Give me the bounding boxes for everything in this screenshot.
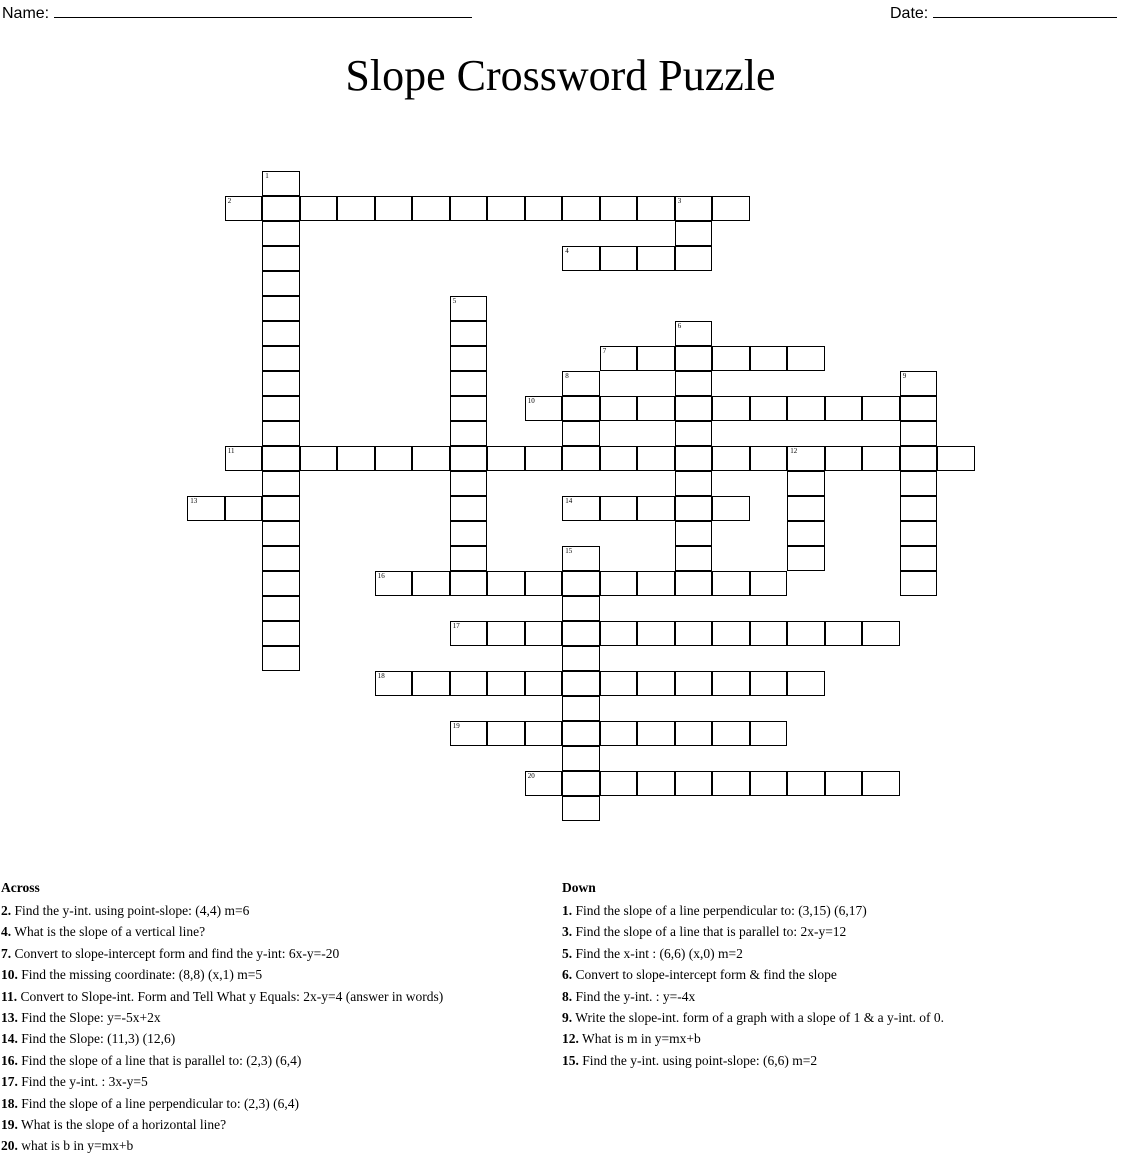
crossword-cell[interactable] <box>375 196 413 221</box>
crossword-cell[interactable] <box>825 771 863 796</box>
crossword-cell[interactable] <box>600 771 638 796</box>
crossword-cell[interactable] <box>787 346 825 371</box>
crossword-cell[interactable] <box>412 671 450 696</box>
crossword-cell[interactable] <box>600 446 638 471</box>
crossword-cell[interactable] <box>900 446 938 471</box>
crossword-cell[interactable] <box>562 746 600 771</box>
clue-text: Convert to slope-intercept form & find the slope <box>572 967 837 983</box>
crossword-cell[interactable] <box>712 196 750 221</box>
crossword-cell[interactable] <box>787 621 825 646</box>
across-clue <box>1 1028 551 1049</box>
crossword-cell[interactable] <box>675 446 713 471</box>
crossword-cell[interactable] <box>675 396 713 421</box>
clue-number: 14 <box>565 496 573 505</box>
crossword-cell[interactable] <box>262 296 300 321</box>
crossword-cell[interactable] <box>637 621 675 646</box>
clue-num: 18. <box>1 1095 18 1111</box>
crossword-cell[interactable] <box>450 421 488 446</box>
clue-number: 12 <box>790 446 798 455</box>
across-clue <box>1 1093 551 1114</box>
clue-num: 1. <box>562 903 573 918</box>
clue-num: 3. <box>562 924 573 940</box>
crossword-cell[interactable] <box>675 496 713 521</box>
crossword-cell[interactable] <box>262 546 300 571</box>
crossword-cell[interactable] <box>600 246 638 271</box>
across-clue <box>1 921 551 942</box>
crossword-cell[interactable] <box>262 596 300 621</box>
across-clues <box>1 879 551 1157</box>
crossword-cell[interactable] <box>450 521 488 546</box>
crossword-cell[interactable] <box>450 321 488 346</box>
crossword-cell[interactable] <box>562 571 600 596</box>
crossword-cell[interactable] <box>450 396 488 421</box>
crossword-cell[interactable] <box>787 671 825 696</box>
crossword-cell[interactable] <box>487 571 525 596</box>
crossword-cell[interactable] <box>375 446 413 471</box>
clue-text: Find the x-int : (6,6) (x,0) m=2 <box>572 945 743 961</box>
clue-num: 16. <box>1 1052 18 1068</box>
crossword-cell[interactable] <box>262 196 300 221</box>
crossword-cell[interactable] <box>675 771 713 796</box>
crossword-cell[interactable] <box>225 196 263 221</box>
crossword-cell[interactable] <box>487 196 525 221</box>
crossword-cell[interactable] <box>862 771 900 796</box>
crossword-cell[interactable] <box>487 621 525 646</box>
crossword-cell[interactable] <box>412 446 450 471</box>
crossword-cell[interactable] <box>262 621 300 646</box>
clue-text: Find the Slope: y=-5x+2x <box>17 1010 161 1026</box>
crossword-cell[interactable] <box>450 671 488 696</box>
crossword-cell[interactable] <box>487 721 525 746</box>
across-clue <box>1 1007 551 1028</box>
clue-number: 1 <box>265 171 269 180</box>
clue-text: What is the slope of a horizontal line? <box>17 1117 227 1133</box>
clue-number: 7 <box>602 346 607 355</box>
crossword-cell[interactable] <box>450 446 488 471</box>
crossword-cell[interactable] <box>862 446 900 471</box>
crossword-cell[interactable] <box>412 196 450 221</box>
crossword-cell[interactable] <box>862 396 900 421</box>
down-clue <box>562 1007 1117 1028</box>
crossword-cell[interactable] <box>637 396 675 421</box>
crossword-cell[interactable] <box>637 771 675 796</box>
clue-num: 10. <box>1 967 18 983</box>
crossword-cell[interactable] <box>450 346 488 371</box>
crossword-cell[interactable] <box>562 596 600 621</box>
crossword-cell[interactable] <box>637 246 675 271</box>
clue-text: Find the y-int. using point-slope: (6,6) m=2 <box>578 1052 818 1068</box>
crossword-cell[interactable] <box>300 446 338 471</box>
clue-number: 3 <box>677 196 682 205</box>
crossword-cell[interactable] <box>637 446 675 471</box>
crossword-cell[interactable] <box>675 546 713 571</box>
clue-num: 6. <box>562 967 573 983</box>
crossword-cell[interactable] <box>525 771 563 796</box>
crossword-cell[interactable] <box>787 496 825 521</box>
crossword-cell[interactable] <box>750 621 788 646</box>
crossword-cell[interactable] <box>675 346 713 371</box>
crossword-cell[interactable] <box>712 496 750 521</box>
crossword-cell[interactable] <box>262 421 300 446</box>
crossword-cell[interactable] <box>637 496 675 521</box>
crossword-cell[interactable] <box>900 546 938 571</box>
crossword-cell[interactable] <box>262 571 300 596</box>
crossword-cell[interactable] <box>562 421 600 446</box>
crossword-cell[interactable] <box>562 246 600 271</box>
crossword-cell[interactable] <box>450 621 488 646</box>
crossword-cell[interactable] <box>600 396 638 421</box>
crossword-cell[interactable] <box>787 546 825 571</box>
crossword-cell[interactable] <box>225 446 263 471</box>
crossword-cell[interactable] <box>337 196 375 221</box>
crossword-cell[interactable] <box>675 421 713 446</box>
crossword-cell[interactable] <box>712 621 750 646</box>
page-title: Slope Crossword Puzzle <box>345 51 776 100</box>
crossword-cell[interactable] <box>637 346 675 371</box>
clue-num: 14. <box>1 1031 18 1047</box>
crossword-cell[interactable] <box>337 446 375 471</box>
down-clue <box>562 1050 1117 1071</box>
clue-number: 18 <box>377 671 385 680</box>
crossword-cell[interactable] <box>900 521 938 546</box>
crossword-cell[interactable] <box>825 446 863 471</box>
across-clue <box>1 986 551 1007</box>
down-clue <box>562 921 1117 942</box>
crossword-cell[interactable] <box>450 371 488 396</box>
crossword-cell[interactable] <box>637 671 675 696</box>
down-clue <box>562 964 1117 985</box>
crossword-cell[interactable] <box>375 571 413 596</box>
crossword-cell[interactable] <box>675 371 713 396</box>
crossword-cell[interactable] <box>262 271 300 296</box>
crossword-cell[interactable] <box>600 721 638 746</box>
crossword-cell[interactable] <box>750 721 788 746</box>
clue-number: 8 <box>565 371 569 380</box>
crossword-cell[interactable] <box>600 496 638 521</box>
date-label: Date: <box>890 5 929 22</box>
clue-number: 19 <box>452 721 460 730</box>
clue-num: 2. <box>1 903 12 918</box>
crossword-cell[interactable] <box>525 196 563 221</box>
crossword-cell[interactable] <box>562 721 600 746</box>
crossword-cell[interactable] <box>487 671 525 696</box>
clue-number: 2 <box>227 196 232 205</box>
clue-num: 13. <box>1 1010 18 1026</box>
crossword-cell[interactable] <box>562 646 600 671</box>
crossword-cell[interactable] <box>600 671 638 696</box>
across-clue <box>1 1135 551 1156</box>
crossword-cell[interactable] <box>712 396 750 421</box>
clue-number: 15 <box>565 546 573 555</box>
crossword-cell[interactable] <box>562 196 600 221</box>
crossword-cell[interactable] <box>787 471 825 496</box>
crossword-cell[interactable] <box>525 571 563 596</box>
crossword-cell[interactable] <box>900 571 938 596</box>
crossword-cell[interactable] <box>937 446 975 471</box>
clue-number: 20 <box>527 771 535 780</box>
crossword-cell[interactable] <box>675 471 713 496</box>
down-clue <box>562 900 1117 921</box>
crossword-cell[interactable] <box>262 221 300 246</box>
crossword-cell[interactable] <box>712 771 750 796</box>
clue-number: 10 <box>527 396 535 405</box>
crossword-cell[interactable] <box>562 446 600 471</box>
crossword-cell[interactable] <box>262 346 300 371</box>
crossword-cell[interactable] <box>262 171 300 196</box>
crossword-cell[interactable] <box>450 471 488 496</box>
clue-text: Find the missing coordinate: (8,8) (x,1) m=5 <box>17 967 263 983</box>
clue-number: 5 <box>452 296 457 305</box>
clue-number: 16 <box>377 571 385 580</box>
crossword-cell[interactable] <box>787 396 825 421</box>
crossword-cell[interactable] <box>712 446 750 471</box>
clue-text: Find the slope of a line perpendicular to: (2,3) (6,4) <box>17 1095 300 1111</box>
crossword-cell[interactable] <box>450 496 488 521</box>
crossword-cell[interactable] <box>675 521 713 546</box>
clue-text: Write the slope-int. form of a graph with a slope of 1 & a y-int. of 0. <box>572 1010 944 1026</box>
across-clue <box>1 943 551 964</box>
crossword-cell[interactable] <box>600 346 638 371</box>
crossword-cell[interactable] <box>750 771 788 796</box>
clue-num: 12. <box>562 1031 579 1047</box>
crossword-cell[interactable] <box>525 396 563 421</box>
across-heading: Across <box>1 880 40 895</box>
clue-text: Find the y-int. : 3x-y=5 <box>17 1074 148 1090</box>
crossword-cell[interactable] <box>637 196 675 221</box>
clue-num: 20. <box>1 1138 18 1154</box>
crossword-cell[interactable] <box>487 446 525 471</box>
down-heading: Down <box>562 880 596 895</box>
clue-text: Convert to Slope-int. Form and Tell What y Equals: 2x-y=4 (answer in words) <box>17 988 444 1004</box>
clue-text: Convert to slope-intercept form and find the y-int: 6x-y=-20 <box>11 945 340 961</box>
crossword-cell[interactable] <box>712 721 750 746</box>
clue-number: 9 <box>902 371 907 380</box>
clue-text: What is m in y=mx+b <box>578 1031 701 1047</box>
crossword-cell[interactable] <box>787 446 825 471</box>
crossword-cell[interactable] <box>900 421 938 446</box>
clue-number: 17 <box>452 621 460 630</box>
clue-number: 11 <box>227 446 235 455</box>
across-clue <box>1 964 551 985</box>
crossword-cell[interactable] <box>712 571 750 596</box>
clue-number: 6 <box>677 321 682 330</box>
crossword-cell[interactable] <box>675 196 713 221</box>
crossword-cell[interactable] <box>900 371 938 396</box>
crossword-cell[interactable] <box>562 371 600 396</box>
crossword-cell[interactable] <box>675 671 713 696</box>
across-clue <box>1 1114 551 1135</box>
clue-num: 4. <box>1 924 12 940</box>
clue-text: what is b in y=mx+b <box>17 1138 134 1154</box>
clue-text: Find the slope of a line perpendicular to: (3,15) (6,17) <box>572 903 867 918</box>
crossword-cell[interactable] <box>525 721 563 746</box>
crossword-cell[interactable] <box>187 496 225 521</box>
crossword-cell[interactable] <box>562 671 600 696</box>
clue-text: Find the y-int. : y=-4x <box>572 988 696 1004</box>
crossword-cell[interactable] <box>787 771 825 796</box>
crossword-cell[interactable] <box>600 196 638 221</box>
clue-text: What is the slope of a vertical line? <box>11 924 206 940</box>
crossword-cell[interactable] <box>450 571 488 596</box>
crossword-cell[interactable] <box>262 321 300 346</box>
clue-num: 5. <box>562 945 573 961</box>
crossword-cell[interactable] <box>750 671 788 696</box>
crossword-cell[interactable] <box>450 546 488 571</box>
clue-num: 11. <box>1 988 18 1004</box>
crossword-cell[interactable] <box>562 496 600 521</box>
crossword-cell[interactable] <box>525 621 563 646</box>
down-clue <box>562 986 1117 1007</box>
clue-text: Find the y-int. using point-slope: (4,4) m=6 <box>11 903 250 918</box>
crossword-cell[interactable] <box>262 246 300 271</box>
crossword-cell[interactable] <box>562 546 600 571</box>
crossword-cell[interactable] <box>562 621 600 646</box>
crossword-cell[interactable] <box>675 321 713 346</box>
crossword-cell[interactable] <box>262 471 300 496</box>
crossword-cell[interactable] <box>262 396 300 421</box>
crossword-cell[interactable] <box>675 621 713 646</box>
crossword-cell[interactable] <box>675 571 713 596</box>
crossword-cell[interactable] <box>450 196 488 221</box>
crossword-cell[interactable] <box>862 621 900 646</box>
clue-num: 8. <box>562 988 573 1004</box>
crossword-cell[interactable] <box>262 371 300 396</box>
clue-num: 7. <box>1 945 12 961</box>
clue-number: 4 <box>565 246 569 255</box>
crossword-cell[interactable] <box>900 496 938 521</box>
crossword-cell[interactable] <box>675 246 713 271</box>
crossword-cell[interactable] <box>375 671 413 696</box>
crossword-cell[interactable] <box>787 521 825 546</box>
crossword-cell[interactable] <box>750 396 788 421</box>
crossword-cell[interactable] <box>825 621 863 646</box>
clue-num: 15. <box>562 1052 579 1068</box>
crossword-cell[interactable] <box>600 571 638 596</box>
across-clue <box>1 1050 551 1071</box>
crossword-cell[interactable] <box>525 671 563 696</box>
crossword-cell[interactable] <box>750 571 788 596</box>
clue-text: Find the slope of a line that is parallel to: (2,3) (6,4) <box>17 1052 302 1068</box>
crossword-cell[interactable] <box>900 471 938 496</box>
crossword-cell[interactable] <box>300 196 338 221</box>
down-clues <box>562 879 1117 1071</box>
crossword-cell[interactable] <box>562 396 600 421</box>
crossword-cell[interactable] <box>562 696 600 721</box>
crossword-cell[interactable] <box>712 346 750 371</box>
crossword-cell[interactable] <box>675 221 713 246</box>
crossword-cell[interactable] <box>262 646 300 671</box>
crossword-cell[interactable] <box>262 521 300 546</box>
crossword-cell[interactable] <box>750 346 788 371</box>
across-clue <box>1 1071 551 1092</box>
down-clue <box>562 1028 1117 1049</box>
crossword-cell[interactable] <box>225 496 263 521</box>
crossword-cell[interactable] <box>562 771 600 796</box>
crossword-cell[interactable] <box>562 796 600 821</box>
clue-num: 9. <box>562 1010 573 1026</box>
crossword-cell[interactable] <box>637 571 675 596</box>
clue-num: 19. <box>1 1117 18 1133</box>
crossword-cell[interactable] <box>525 446 563 471</box>
crossword-cell[interactable] <box>712 671 750 696</box>
crossword-cell[interactable] <box>750 446 788 471</box>
crossword-cell[interactable] <box>412 571 450 596</box>
crossword-cell[interactable] <box>825 396 863 421</box>
crossword-cell[interactable] <box>262 446 300 471</box>
crossword-cell[interactable] <box>675 721 713 746</box>
name-label: Name: <box>2 5 50 22</box>
clue-number: 13 <box>190 496 198 505</box>
crossword-cell[interactable] <box>900 396 938 421</box>
across-clue <box>1 900 551 921</box>
crossword-cell[interactable] <box>600 621 638 646</box>
crossword-cell[interactable] <box>262 496 300 521</box>
crossword-cell[interactable] <box>450 721 488 746</box>
down-clue <box>562 943 1117 964</box>
crossword-cell[interactable] <box>450 296 488 321</box>
crossword-cell[interactable] <box>637 721 675 746</box>
clue-text: Find the slope of a line that is parallel to: 2x-y=12 <box>572 924 847 940</box>
clue-text: Find the Slope: (11,3) (12,6) <box>17 1031 176 1047</box>
clue-num: 17. <box>1 1074 18 1090</box>
